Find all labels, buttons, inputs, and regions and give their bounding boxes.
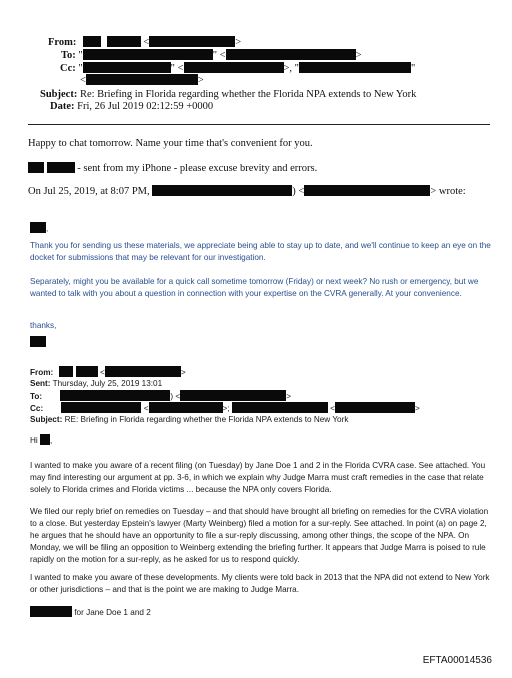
bates-number: EFTA00014536 bbox=[422, 655, 492, 666]
header-cc-row: Cc: " " < >, " " bbox=[60, 63, 416, 74]
redaction bbox=[86, 74, 198, 85]
quoted-para-1: Thank you for sending us these materials, we appreciate being able to stay up to date, and we'll continue to keep an eye on the docket for submissions that may be relevant for our investigation. bbox=[30, 241, 491, 262]
signature-text: - sent from my iPhone - please excuse brevity and errors. bbox=[77, 163, 318, 174]
header-divider bbox=[28, 124, 490, 125]
orig-greeting-text: Hi bbox=[30, 436, 38, 445]
subject-label: Subject: bbox=[40, 89, 78, 100]
redaction bbox=[107, 36, 141, 47]
quoted-para-2: Separately, might you be available for a quick call sometime tomorrow (Friday) or next week? No rush or emergency, but we wanted to talk with you about a question in connection with your expertise on the CVRA generally. At your convenience. bbox=[30, 277, 479, 298]
redaction bbox=[149, 402, 223, 413]
orig-from-label: From: bbox=[30, 368, 54, 377]
orig-sent-row bbox=[30, 378, 162, 390]
redaction bbox=[40, 434, 50, 445]
quoted-thanks: thanks, bbox=[30, 321, 57, 330]
header-cc-row-2: < > bbox=[80, 75, 204, 86]
redaction bbox=[59, 366, 73, 377]
to-label: To: bbox=[61, 50, 76, 61]
cc-label: Cc: bbox=[60, 63, 76, 74]
from-label: From: bbox=[48, 37, 77, 48]
redaction bbox=[83, 49, 213, 60]
on-prefix: On Jul 25, 2019, at 8:07 PM, bbox=[28, 186, 150, 197]
orig-sent-label: Sent: bbox=[30, 379, 51, 388]
redaction bbox=[180, 390, 286, 401]
redaction bbox=[83, 36, 101, 47]
orig-cc-row: Cc: < >; < > bbox=[30, 404, 420, 413]
orig-subject-row bbox=[30, 414, 348, 426]
redaction bbox=[304, 185, 430, 196]
orig-subject-label: Subject: bbox=[30, 415, 63, 424]
redaction bbox=[28, 162, 44, 173]
orig-from-row: From: < > bbox=[30, 368, 186, 377]
redaction bbox=[47, 162, 75, 173]
redaction bbox=[232, 402, 328, 413]
date-label: Date: bbox=[50, 101, 75, 112]
redaction bbox=[299, 62, 411, 73]
quoted-greeting: , bbox=[30, 218, 48, 236]
orig-closing bbox=[30, 606, 151, 619]
header-from-row: From: < > bbox=[48, 37, 242, 48]
header-to-row: To: " " < > bbox=[61, 50, 362, 61]
orig-para-2: We filed our reply brief on remedies on Tuesday – and that should have brought all briefing on remedies for the CVRA violation to a close. But yesterday Epstein's lawyer (Marty Weinberg) filed a motion for a sur-reply. See attached. In point (a) on page 2, he argues that he should have an opportunity to file a sur-reply discussing, among other things, the scope of the NPA. On Monday, we will be filing an opposition to Weinberg extending the briefing further. It appears that Judge Marra is poised to rule rapidly on the motion for a sur-reply, as he asked for us to respond quickly. bbox=[30, 507, 489, 564]
orig-to-row: To: ) < > bbox=[30, 392, 291, 401]
header-date-row bbox=[50, 100, 213, 113]
reply-line: Happy to chat tomorrow. Name your time that's convenient for you. bbox=[28, 138, 313, 149]
redaction bbox=[30, 336, 46, 347]
orig-para-3: I wanted to make you aware of these developments. My clients were told back in 2013 that the NPA did not extend to New York or other jurisdictions – and that is the point we are making to Judge Marra. bbox=[30, 573, 490, 594]
subject-text: Re: Briefing in Florida regarding whether the Florida NPA extends to New York bbox=[79, 89, 417, 100]
on-wrote-row: On Jul 25, 2019, at 8:07 PM, ) < > wrote: bbox=[28, 186, 466, 197]
date-text: Fri, 26 Jul 2019 02:12:59 +0000 bbox=[77, 101, 214, 112]
orig-closing-text: for Jane Doe 1 and 2 bbox=[74, 608, 151, 617]
orig-to-label: To: bbox=[30, 392, 43, 401]
redaction bbox=[60, 390, 170, 401]
redaction bbox=[152, 185, 292, 196]
redaction bbox=[226, 49, 356, 60]
quoted-signoff bbox=[30, 332, 46, 350]
redaction bbox=[30, 222, 46, 233]
redaction bbox=[105, 366, 181, 377]
redaction bbox=[184, 62, 284, 73]
signature-row bbox=[28, 162, 317, 176]
redaction bbox=[61, 402, 141, 413]
wrote-text: wrote: bbox=[438, 186, 466, 197]
orig-greeting: Hi , bbox=[30, 436, 53, 445]
redaction bbox=[83, 62, 171, 73]
redaction bbox=[149, 36, 235, 47]
orig-para-1: I wanted to make you aware of a recent filing (on Tuesday) by Jane Doe 1 and 2 in the Florida CVRA case. See attached. You may find interesting our argument at pp. 3-6, in which we explain why Judge Marra must craft remedies in the case that relate solely to Florida crimes and Florida victims ... because the NPA only covers Florida. bbox=[30, 461, 486, 494]
redaction bbox=[335, 402, 415, 413]
redaction bbox=[30, 606, 72, 617]
redaction bbox=[76, 366, 98, 377]
orig-subject-text: RE: Briefing in Florida regarding whether the Florida NPA extends to New York bbox=[64, 415, 349, 424]
orig-cc-label: Cc: bbox=[30, 404, 44, 413]
orig-sent-text: Thursday, July 25, 2019 13:01 bbox=[52, 379, 163, 388]
